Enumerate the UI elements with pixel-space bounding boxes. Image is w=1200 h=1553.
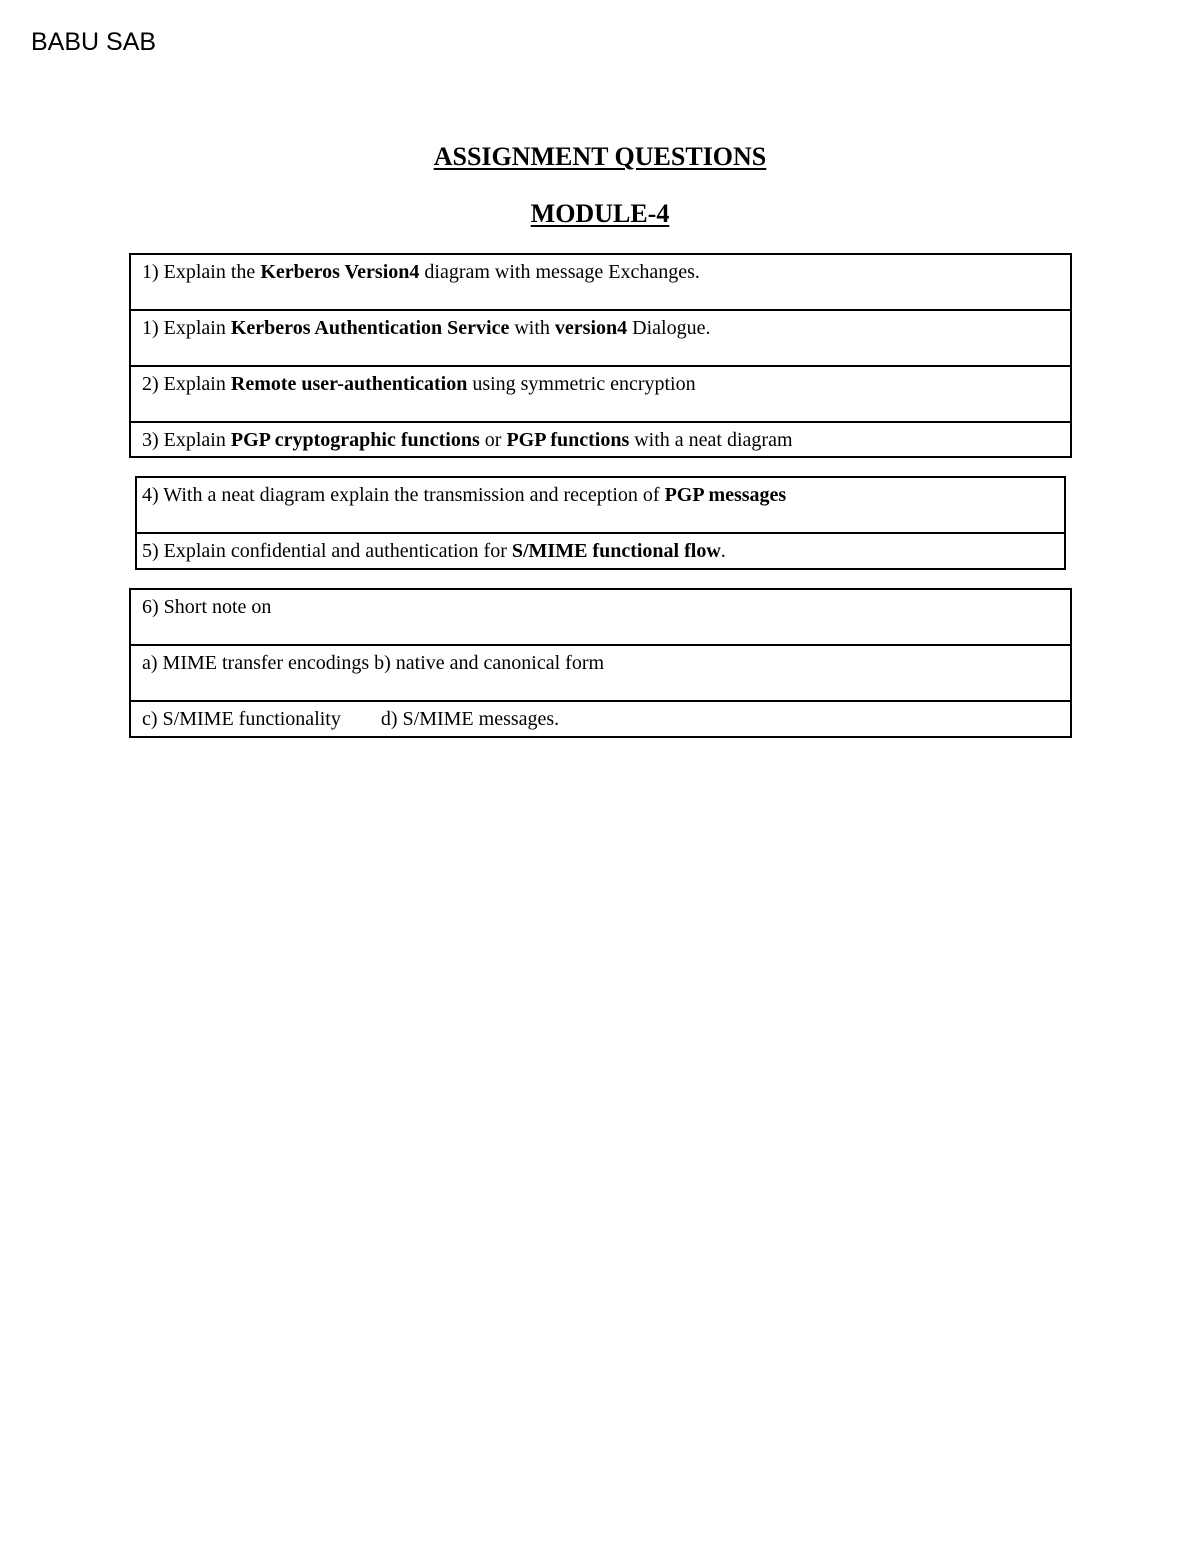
page-title: ASSIGNMENT QUESTIONS	[433, 142, 767, 171]
questions-table-3	[129, 588, 1072, 738]
question-row-1a: 1) Explain the Kerberos Version4 diagram with message Exchanges.	[131, 255, 1070, 311]
question-row-5: 5) Explain confidential and authentication for S/MIME functional flow.	[142, 540, 726, 562]
questions-table-1	[129, 253, 1072, 458]
questions-table-2	[135, 476, 1066, 570]
question-row-6cd: c) S/MIME functionality d) S/MIME messages.	[142, 708, 560, 730]
question-row-4: 4) With a neat diagram explain the transmission and reception of PGP messages	[137, 478, 1064, 534]
module-title: MODULE-4	[530, 199, 670, 228]
question-row-6: 6) Short note on	[131, 590, 1070, 646]
question-row-1b: 1) Explain Kerberos Authentication Service with version4 Dialogue.	[131, 311, 1070, 367]
header-name: BABU SAB	[31, 28, 157, 56]
question-row-3: 3) Explain PGP cryptographic functions or PGP functions with a neat diagram	[142, 429, 793, 451]
question-row-6ab: a) MIME transfer encodings b) native and canonical form	[131, 646, 1070, 702]
question-row-2: 2) Explain Remote user-authentication using symmetric encryption	[131, 367, 1070, 423]
